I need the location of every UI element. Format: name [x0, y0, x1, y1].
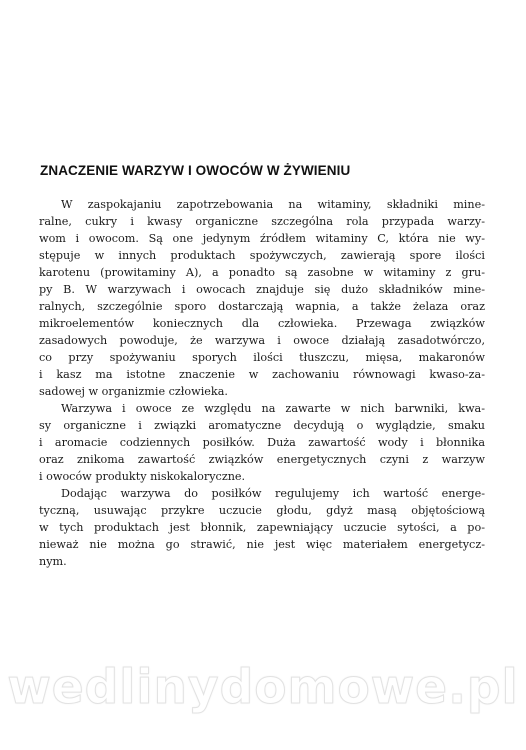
text-line: Dodając warzywa do posiłków regulujemy ich wartość energe- — [61, 487, 485, 500]
text-line: mikroelementów koniecznych dla człowieka. Przewaga związków — [39, 317, 485, 330]
paragraph — [39, 400, 485, 485]
text-line: oraz znikoma zawartość związków energetycznych czyni z warzyw — [39, 453, 485, 466]
text-line: i owoców produkty niskokaloryczne. — [39, 470, 246, 483]
text-line: tyczną, usuwając przykre uczucie głodu, gdyż masą objętościową — [39, 504, 485, 517]
text-line: W zaspokajaniu zapotrzebowania na witaminy, składniki mine- — [61, 198, 485, 211]
text-line: i aromacie codziennych posiłków. Duża zawartość wody i błonnika — [39, 436, 485, 449]
text-line: karotenu (prowitaminy A), a ponadto są zasobne w witaminy z gru- — [39, 266, 485, 279]
text-line: i kasz ma istotne znaczenie w zachowaniu równowagi kwaso-za- — [39, 368, 485, 381]
text-line: nym. — [39, 555, 67, 568]
section-heading: ZNACZENIE WARZYW I OWOCÓW W ŻYWIENIU — [40, 163, 351, 178]
text-line: ralnych, szczególnie sporo dostarczają wapnia, a także żelaza oraz — [39, 300, 485, 313]
paragraph — [39, 485, 485, 570]
text-line: w tych produktach jest błonnik, zapewniający uczucie sytości, a po- — [39, 521, 485, 534]
text-line: wom i owocom. Są one jedynym źródłem witaminy C, która nie wy- — [39, 232, 485, 245]
text-line: sadowej w organizmie człowieka. — [39, 385, 228, 398]
text-line: stępuje w innych produktach spożywczych, zawierają spore ilości — [39, 249, 485, 262]
text-line: ralne, cukry i kwasy organiczne szczególna rola przypada warzy- — [39, 215, 485, 228]
text-line: zasadowych powoduje, że warzywa i owoce działają zasadotwórczo, — [39, 334, 485, 347]
watermark: wedlinydomowe.pl — [7, 660, 519, 715]
text-line: nieważ nie można go strawić, nie jest więc materiałem energetycz- — [39, 538, 485, 551]
text-line: py B. W warzywach i owocach znajduje się dużo składników mine- — [39, 283, 485, 296]
text-line: Warzywa i owoce ze względu na zawarte w nich barwniki, kwa- — [61, 402, 485, 415]
text-line: sy organiczne i związki aromatyczne decydują o wyglądzie, smaku — [39, 419, 485, 432]
body-text — [39, 196, 485, 570]
text-line: co przy spożywaniu sporych ilości tłuszczu, mięsa, makaronów — [39, 351, 485, 364]
paragraph — [39, 196, 485, 400]
